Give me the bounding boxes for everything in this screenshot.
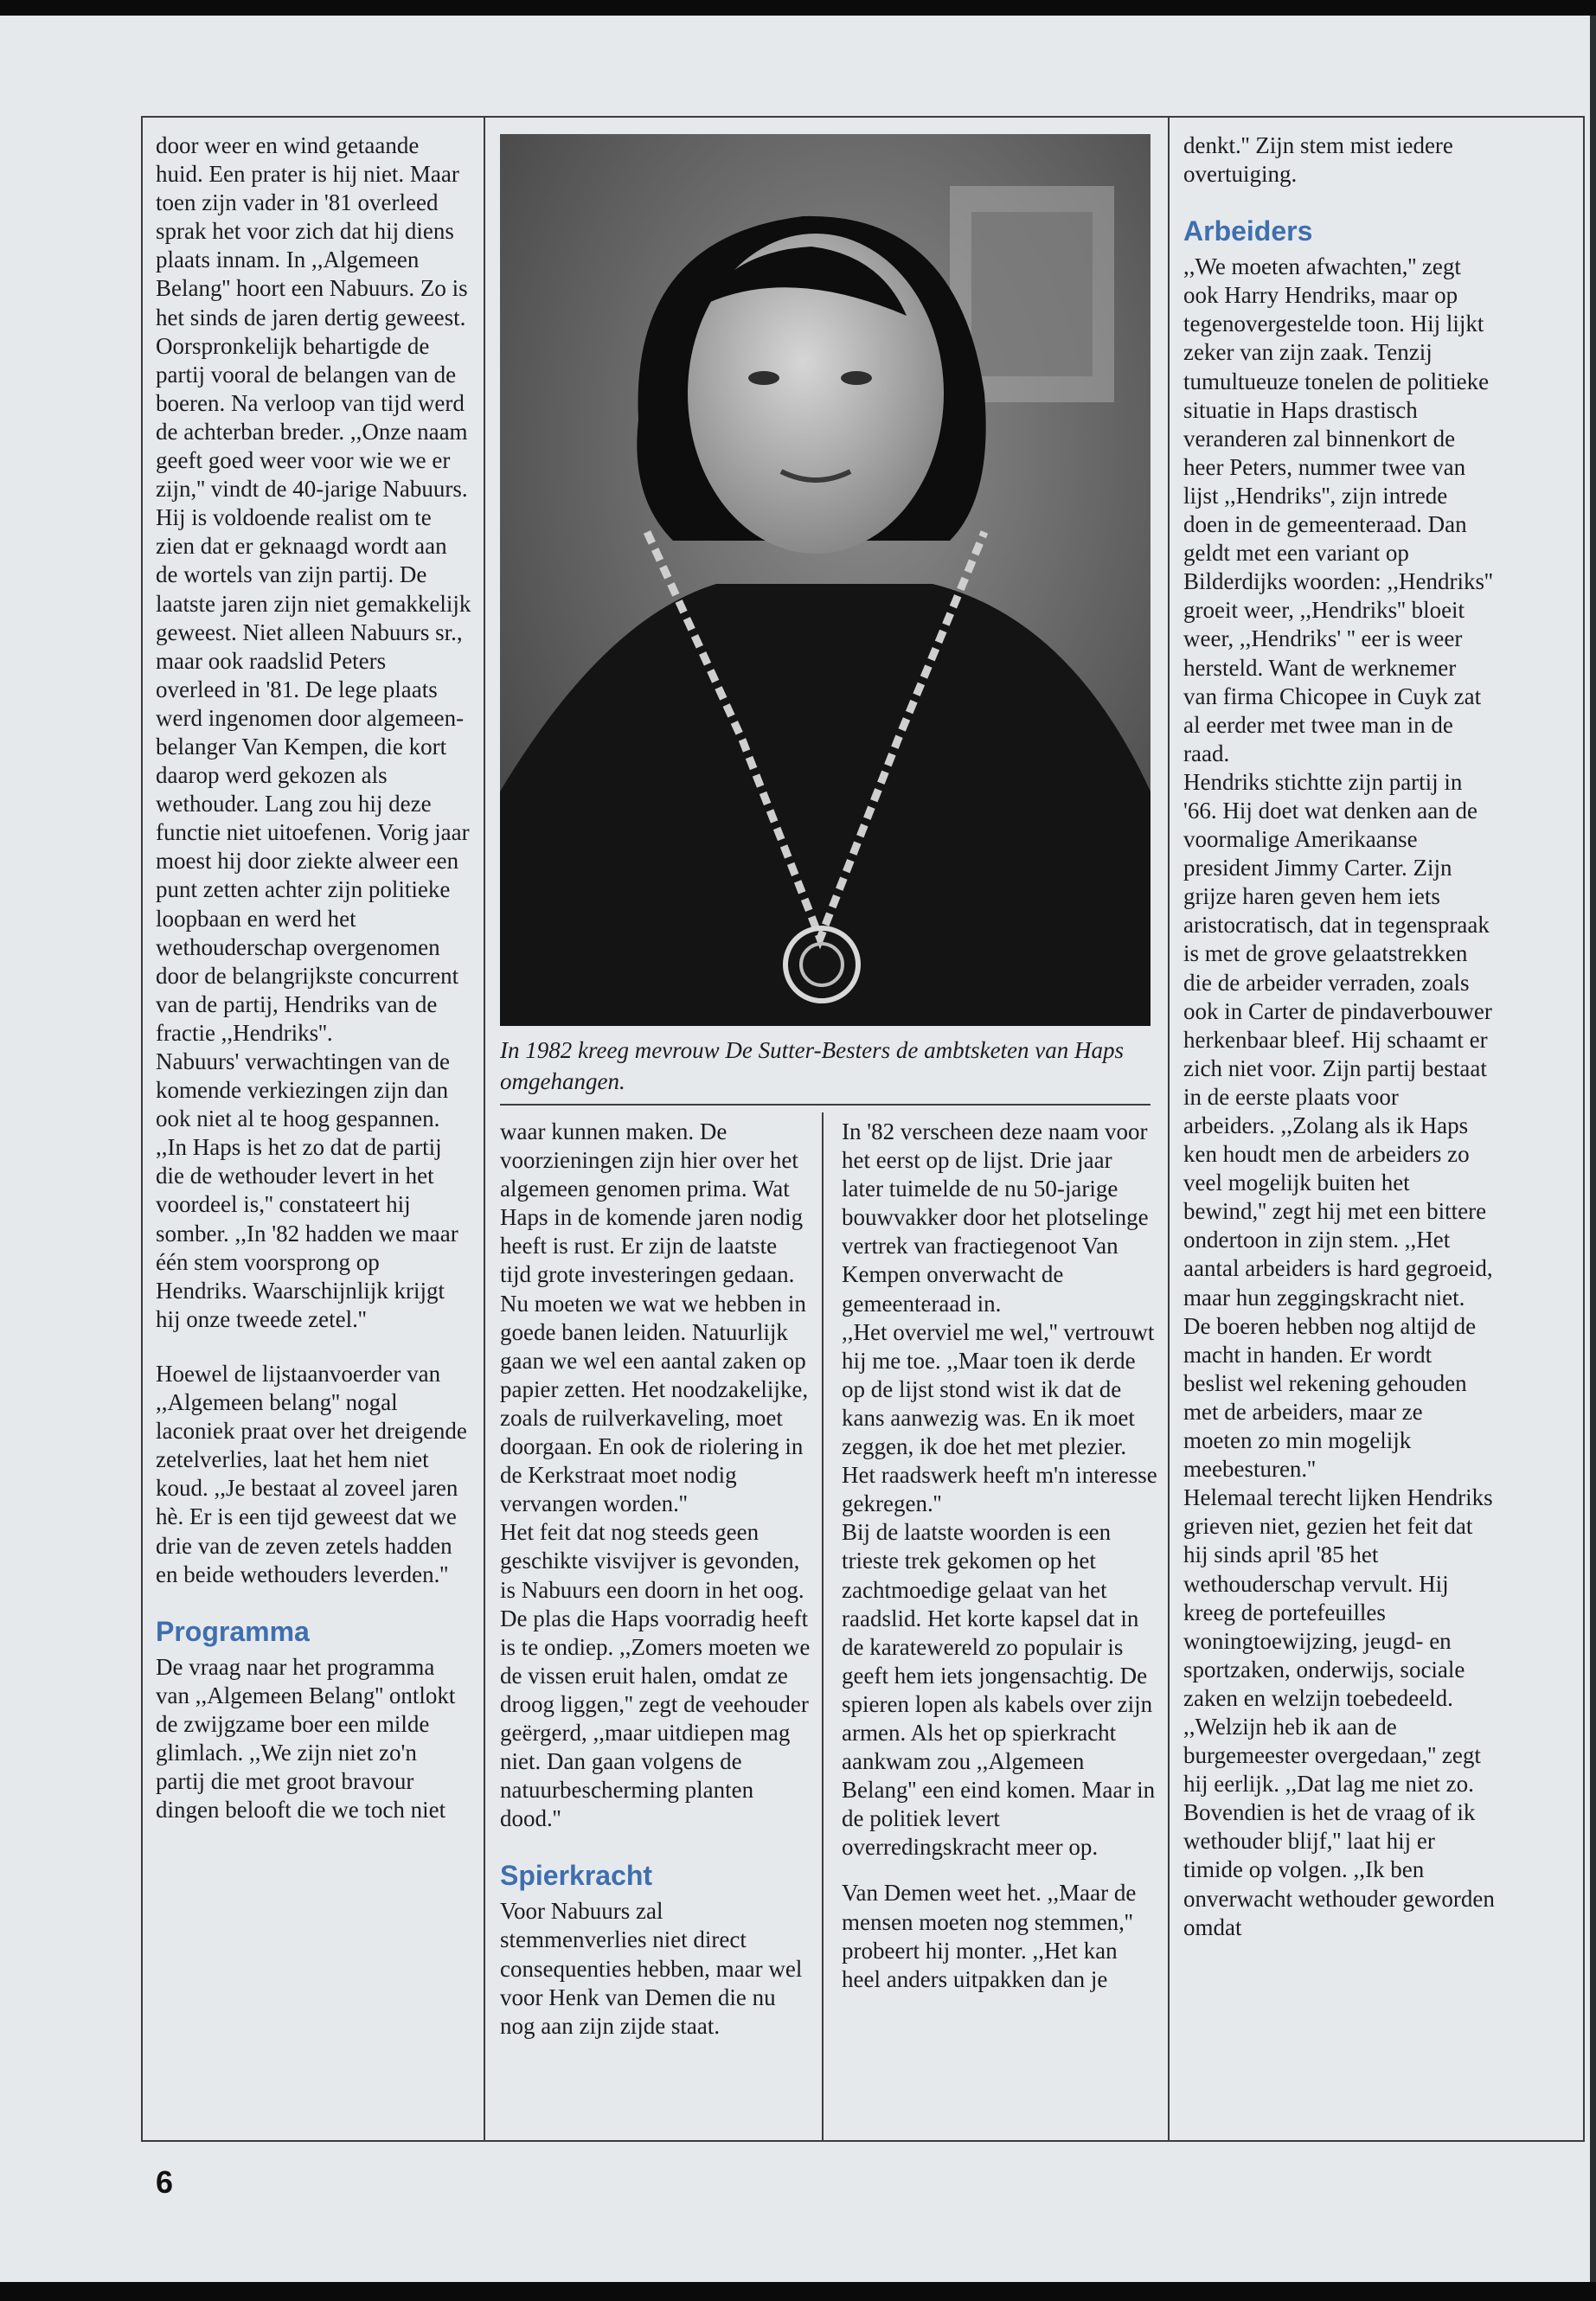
column-1-paragraph-5: De vraag naar het programma van ,,Algemeen Belang'' ontlokt de zwijgzame boer een milde glimlach. ,,We zijn niet zo'n partij die met groot bravour dingen belooft die we toch niet: [156, 1653, 456, 1823]
column-3-paragraph-2: ,,Het overviel me wel,'' vertrouwt hij me toe. ,,Maar toen ik derde op de lijst stond wist ik dat de kans aanwezig was. En ik moet zeggen, ik doe het met plezier. Het raadswerk heeft m'n interesse gekregen.'': [842, 1318, 1157, 1517]
frame-rule-bottom: [141, 2140, 1585, 2142]
paragraph-spacer: [156, 1334, 471, 1360]
frame-rule-top: [141, 116, 1585, 118]
column-4-paragraph-2: ,,We moeten afwachten,'' zegt ook Harry Hendriks, maar op tegenovergestelde toon. Hij lijkt zeker van zijn zaak. Tenzij tumultueuze tonelen de politieke situatie in Haps drastisch veranderen zal binnenkort de heer Peters, nummer twee van lijst ,,Hendriks'', zijn intrede doen in de gemeenteraad. Dan geldt met een variant op Bilderdijks woorden: ,,Hendriks'' groeit weer, ,,Hendriks'' bloeit weer, ,,Hendriks' '' eer is weer hersteld. Want de werknemer van firma Chicopee in Cuyk zat al eerder met twee man in de raad.: [1183, 253, 1493, 766]
column-3-paragraph-4: Van Demen weet het. ,,Maar de mensen moeten nog stemmen,'' probeert hij monter. ,,Het kan heel anders uitpakken dan je: [842, 1880, 1137, 1992]
heading-spierkracht: Spierkracht: [500, 1860, 653, 1892]
page-number: 6: [156, 2164, 174, 2200]
article-column-2: [500, 1118, 813, 2041]
column-3-paragraph-3: Bij de laatste woorden is een trieste trek gekomen op het zachtmoedige gelaat van het raadslid. Het korte kapsel dat in de karatewereld zo populair is geeft hem iets jongensachtig. De spieren lopen als kabels over zijn armen. Als het op spierkracht aankwam zou ,,Algemeen Belang'' een eind komen. Maar in de politiek levert overredingskracht meer op.: [842, 1519, 1156, 1861]
column-divider-1: [484, 116, 485, 2140]
article-column-4: [1183, 131, 1495, 1942]
frame-rule-left: [141, 116, 143, 2140]
column-3-paragraph-1: In '82 verscheen deze naam voor het eerst op de lijst. Drie jaar later tuimelde de nu 50-jarige bouwvakker door het plotselinge vertrek van fractiegenoot Van Kempen onverwacht de gemeenteraad in.: [842, 1118, 1149, 1317]
column-divider-3: [1168, 116, 1170, 2140]
column-2-paragraph-1: waar kunnen maken. De voorzieningen zijn hier over het algemeen genomen prima. Wat Haps in de komende jaren nodig heeft is rust. Er zijn de laatste tijd grote investeringen gedaan. Nu moeten we wat we hebben in goede banen leiden. Natuurlijk gaan we wel een aantal zaken op papier zetten. Het noodzakelijke, zoals de ruilverkaveling, moet doorgaan. En ook de riolering in de Kerkstraat moet nodig vervangen worden.'': [500, 1118, 809, 1517]
column-4-paragraph-3: Hendriks stichtte zijn partij in '66. Hij doet wat denken aan de voormalige Amerikaanse president Jimmy Carter. Zijn grijze haren geven hem iets aristocratisch, dat in tegenspraak is met de grove gelaatstrekken die de arbeider verraden, zoals ook in Carter de pindaverbouwer herkenbaar bleef. Hij schaamt er zich niet voor. Zijn partij bestaat in de eerste plaats voor arbeiders. ,,Zolang als ik Haps ken houdt men de arbeiders zo veel mogelijk buiten het bewind,'' zegt hij met een bittere ondertoon in zijn stem. ,,Het aantal arbeiders is hard gegroeid, maar hun zeggingskracht niet. De boeren hebben nog altijd de macht in handen. Er wordt beslist wel rekening gehouden met de arbeiders, maar ze moeten zo min mogelijk meebesturen.'': [1183, 768, 1493, 1483]
column-4-paragraph-4: Helemaal terecht lijken Hendriks grieven niet, gezien het feit dat hij sinds april '85 het wethouderschap vervult. Hij kreeg de portefeuilles woningtoewijzing, jeugd- en sportzaken, onderwijs, sociale zaken en welzijn toebedeeld. ,,Welzijn heb ik aan de burgemeester overgedaan,'' zegt hij eerlijk. ,,Dat lag me niet zo. Bovendien is het de vraag of ik wethouder blijf,'' laat hij er timide op volgen. ,,Ik ben onverwacht wethouder geworden omdat: [1183, 1484, 1495, 1940]
column-1-paragraph-2: Oorspronkelijk behartigde de partij vooral de belangen van de boeren. Na verloop van tijd werd de achterban breder. ,,Onze naam geeft goed weer voor wie we er zijn,'' vindt de 40-jarige Nabuurs. Hij is voldoende realist om te zien dat er geknaagd wordt aan de wortels van zijn partij. De laatste jaren zijn niet gemakkelijk geweest. Niet alleen Nabuurs sr., maar ook raadslid Peters overleed in '81. De lege plaats werd ingenomen door algemeen-belanger Van Kempen, die kort daarop werd gekozen als wethouder. Lang zou hij deze functie niet uitoefenen. Vorig jaar moest hij door ziekte alweer een punt zetten achter zijn politieke loopbaan en werd het wethouderschap overgenomen door de belangrijkste concurrent van de partij, Hendriks van de fractie ,,Hendriks''.: [156, 332, 471, 1046]
portrait-photo: [500, 134, 1151, 1026]
heading-programma: Programma: [156, 1615, 310, 1647]
column-4-paragraph-1: denkt.'' Zijn stem mist iedere overtuiging.: [1183, 132, 1453, 188]
heading-arbeiders: Arbeiders: [1183, 215, 1313, 247]
column-divider-2: [822, 1112, 824, 2140]
column-2-paragraph-2: Het feit dat nog steeds geen geschikte visvijver is gevonden, is Nabuurs een doorn in het oog. De plas die Haps voorradig heeft is te ondiep. ,,Zomers moeten we de vissen eruit halen, omdat ze droog liggen,'' zegt de veehouder geërgerd, ,,maar uitdiepen mag niet. Dan gaan volgens de natuurbescherming planten dood.'': [500, 1519, 811, 1832]
scan-border-bottom: [0, 2282, 1596, 2301]
column-1-paragraph-4: Hoewel de lijstaanvoerder van ,,Algemeen belang'' nogal laconiek praat over het dreigende zetelverlies, laat het hem niet koud. ,,Je bestaat al zoveel jaren hè. Er is een tijd geweest dat we drie van de zeven zetels hadden en beide wethouders leverden.'': [156, 1360, 467, 1587]
caption-underline: [500, 1104, 1151, 1106]
scan-border-top: [0, 0, 1596, 16]
photo-caption: In 1982 kreeg mevrouw De Sutter-Besters de ambtsketen van Haps omgehangen.: [500, 1037, 1125, 1094]
paragraph-spacer: [842, 1862, 1157, 1879]
scan-border-right: [1590, 16, 1596, 2282]
article-column-1: [156, 131, 471, 1824]
column-2-paragraph-3: Voor Nabuurs zal stemmenverlies niet direct consequenties hebben, maar wel voor Henk van Demen die nu nog aan zijn zijde staat.: [500, 1898, 803, 2039]
frame-rule-right: [1583, 116, 1585, 2140]
portrait-illustration: [500, 134, 1151, 1026]
column-1-paragraph-3: Nabuurs' verwachtingen van de komende verkiezingen zijn dan ook niet al te hoog gespannen. ,,In Haps is het zo dat de partij die de wethouder levert in het voordeel is,'' constateert hij somber. ,,In '82 hadden we maar één stem voorsprong op Hendriks. Waarschijnlijk krijgt hij onze tweede zetel.'': [156, 1048, 458, 1332]
article-column-3: [842, 1118, 1157, 1994]
column-1-paragraph-1: door weer en wind getaande huid. Een prater is hij niet. Maar toen zijn vader in '81 overleed sprak het voor zich dat hij diens plaats innam. In ,,Algemeen Belang'' hoort een Nabuurs. Zo is het sinds de jaren dertig geweest.: [156, 132, 468, 330]
